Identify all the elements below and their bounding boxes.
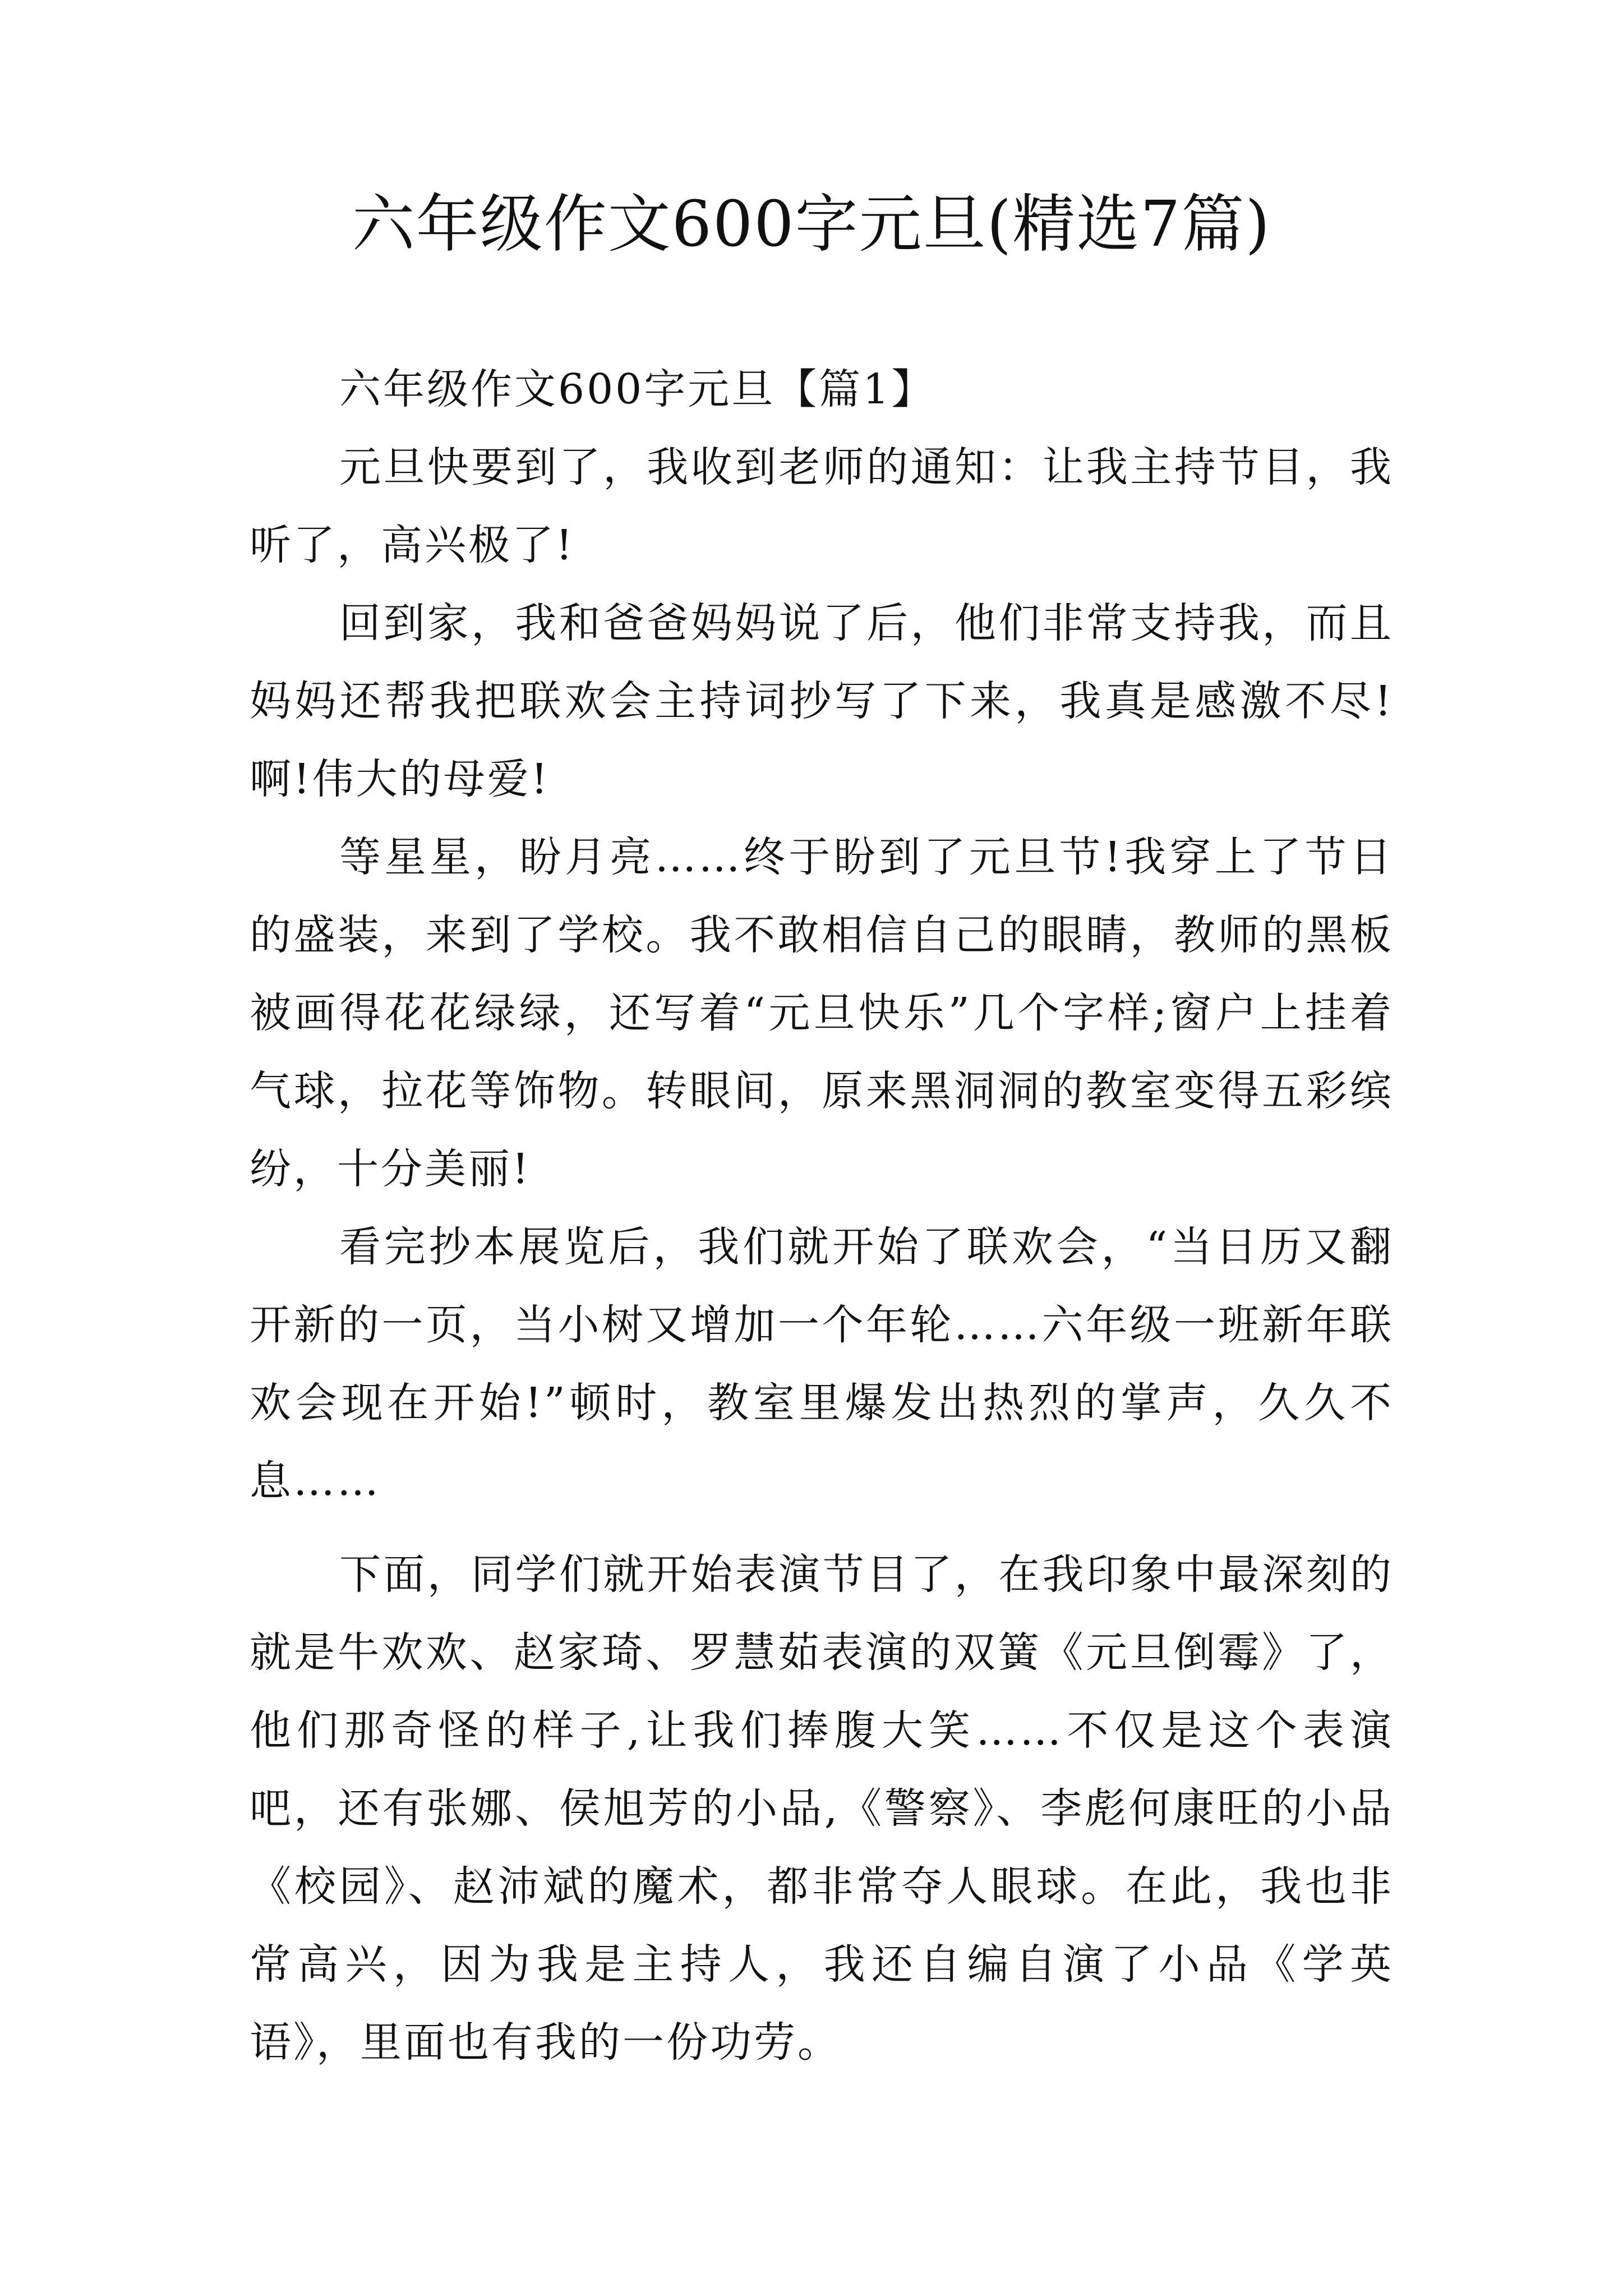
paragraph-5: 下面，同学们就开始表演节目了，在我印象中最深刻的就是牛欢欢、赵家琦、罗慧茹表演的双簧《元旦倒霉》了，他们那奇怪的样子,让我们捧腹大笑……不仅是这个表演吧，还有张娜、侯旭芳的小品,《警察》、李彪何康旺的小品《校园》、赵沛斌的魔术，都非常夺人眼球。在此，我也非常高兴，因为我是主持人，我还自编自演了小品《学英语》，里面也有我的一份功劳。 [250,1550,1394,2067]
paragraph-1: 元旦快要到了，我收到老师的通知：让我主持节目，我听了，高兴极了! [250,443,1394,569]
document-title: 六年级作文600字元旦(精选7篇) [352,188,1271,261]
section-heading: 六年级作文600字元旦【篇1】 [339,365,935,413]
paragraph-4: 看完抄本展览后，我们就开始了联欢会，“当日历又翻开新的一页，当小树又增加一个年轮……六年级一班新年联欢会现在开始!”顿时，教室里爆发出热烈的掌声，久久不息…… [250,1223,1394,1505]
paragraph-3: 等星星，盼月亮……终于盼到了元旦节!我穿上了节日的盛装，来到了学校。我不敢相信自己的眼睛，教师的黑板被画得花花绿绿，还写着“元旦快乐”几个字样;窗户上挂着气球，拉花等饰物。转眼间，原来黑洞洞的教室变得五彩缤纷，十分美丽! [250,833,1394,1193]
document-body [250,351,1394,2082]
paragraph-2: 回到家，我和爸爸妈妈说了后，他们非常支持我，而且妈妈还帮我把联欢会主持词抄写了下来，我真是感激不尽!啊!伟大的母爱! [250,599,1394,803]
